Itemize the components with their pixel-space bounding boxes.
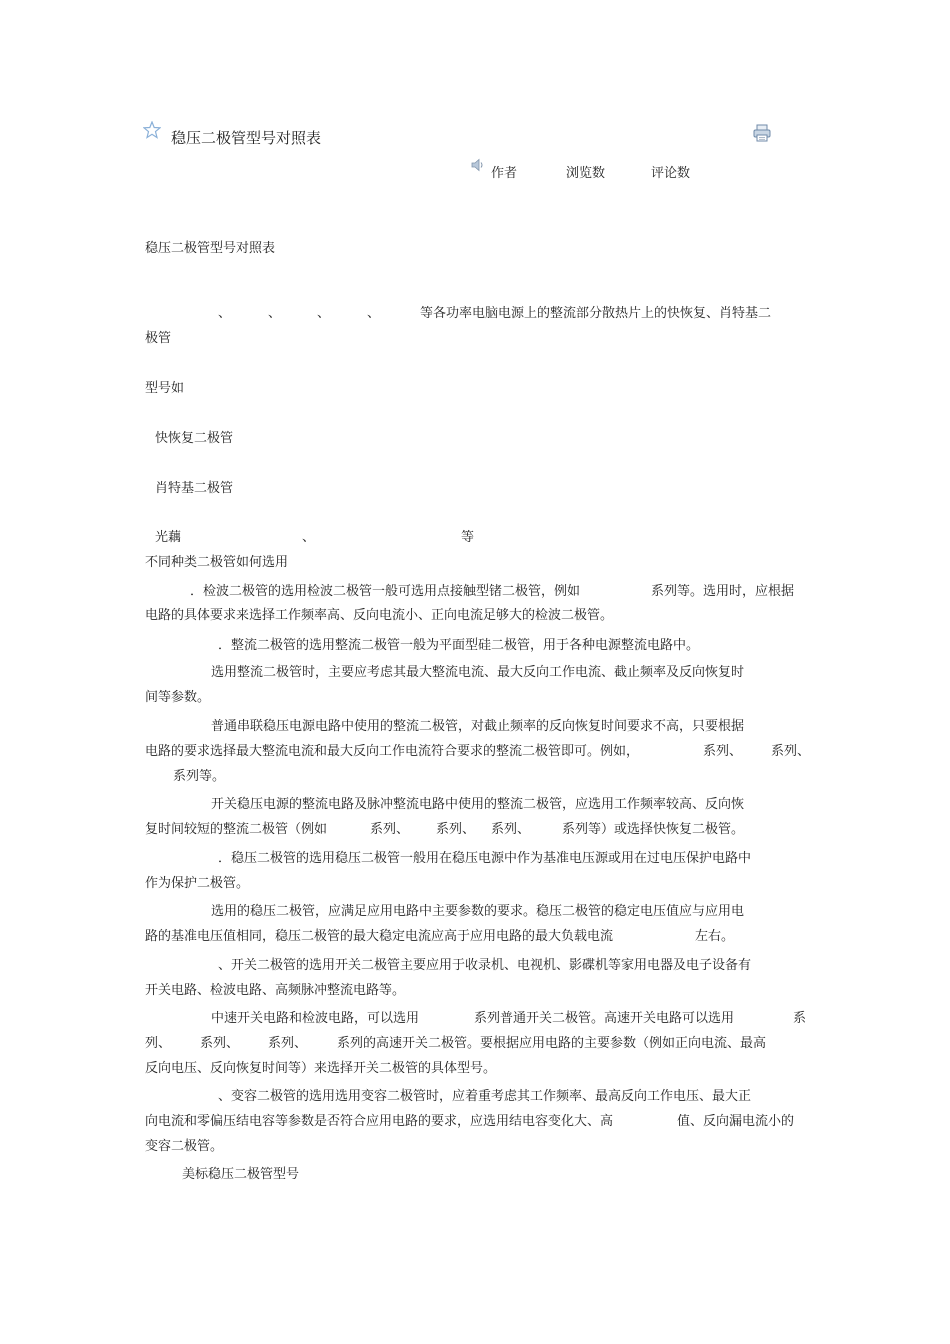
paragraph-text: 反向电压、反向恢复时间等）来选择开关二极管的具体型号。 (145, 1061, 497, 1076)
paragraph-text: ．稳压二极管的选用稳压二极管一般用在稳压电源中作为基准电压源或用在过电压保护电路中 (218, 851, 752, 866)
paragraph-text: 极管 (145, 331, 172, 346)
paragraph-text: 等各功率电脑电源上的整流部分散热片上的快恢复、肖特基二 (420, 306, 772, 321)
paragraph-text: 、开关二极管的选用开关二极管主要应用于收录机、电视机、影碟机等家用电器及电子设备有 (218, 958, 752, 973)
paragraph-text: 系列、 (268, 1036, 308, 1051)
paragraph-text: 电路的具体要求来选择工作频率高、反向电流小、正向电流足够大的检波二极管。 (145, 608, 614, 623)
paragraph-text: 系列、 (436, 822, 476, 837)
list-item: 快恢复二极管 (155, 431, 234, 446)
paragraph-text: 系列、 (771, 744, 811, 759)
separator: 、 (218, 306, 232, 321)
paragraph-text: 系列普通开关二极管。高速开关电路可以选用 (474, 1011, 735, 1026)
paragraph-text: 变容二极管。 (145, 1139, 224, 1154)
paragraph-text: 选用整流二极管时，主要应考虑其最大整流电流、最大反向工作电流、截止频率及反向恢复时 (211, 665, 745, 680)
page-title: 稳压二极管型号对照表 (171, 129, 322, 147)
paragraph-text: 开关电路、检波电路、高频脉冲整流电路等。 (145, 983, 406, 998)
paragraph-text: 列、 (145, 1036, 172, 1051)
paragraph-text: 等 (461, 530, 475, 545)
section-heading: 美标稳压二极管型号 (182, 1167, 300, 1182)
separator: 、 (268, 306, 282, 321)
article-heading: 稳压二极管型号对照表 (145, 241, 276, 256)
paragraph-text: 选用的稳压二极管，应满足应用电路中主要参数的要求。稳压二极管的稳定电压值应与应用电 (211, 904, 745, 919)
print-icon[interactable] (752, 123, 772, 143)
separator: 、 (367, 306, 381, 321)
speaker-icon (470, 157, 486, 173)
meta-author: 作者 (491, 166, 518, 181)
paragraph-text: 作为保护二极管。 (145, 876, 250, 891)
paragraph-text: 普通串联稳压电源电路中使用的整流二极管，对截止频率的反向恢复时间要求不高，只要根据 (211, 719, 745, 734)
paragraph-text: 型号如 (145, 381, 185, 396)
paragraph-text: 中速开关电路和检波电路，可以选用 (211, 1011, 420, 1026)
paragraph-text: 电路的要求选择最大整流电流和最大反向工作电流符合要求的整流二极管即可。例如， (145, 744, 640, 759)
paragraph-text: 系列的高速开关二极管。要根据应用电路的主要参数（例如正向电流、最高 (337, 1036, 767, 1051)
paragraph-text: 系列、 (703, 744, 743, 759)
star-icon (143, 121, 161, 139)
paragraph-text: 系列、 (491, 822, 531, 837)
paragraph-text: 开关稳压电源的整流电路及脉冲整流电路中使用的整流二极管，应选用工作频率较高、反向恢 (211, 797, 745, 812)
meta-views: 浏览数 (566, 166, 606, 181)
separator: 、 (302, 530, 316, 545)
meta-comments: 评论数 (651, 166, 691, 181)
paragraph-text: 路的基准电压值相同，稳压二极管的最大稳定电流应高于应用电路的最大负载电流 (145, 929, 614, 944)
section-heading: 不同种类二极管如何选用 (145, 555, 289, 570)
paragraph-text: 系列等）或选择快恢复二极管。 (562, 822, 745, 837)
paragraph-text: 复时间较短的整流二极管（例如 (145, 822, 328, 837)
list-item: 肖特基二极管 (155, 481, 234, 496)
list-item: 光藕 (155, 530, 182, 545)
paragraph-text: 系 (793, 1011, 807, 1026)
paragraph-text: 间等参数。 (145, 690, 211, 705)
paragraph-text: 系列等。 (173, 769, 226, 784)
paragraph-text: ．检波二极管的选用检波二极管一般可选用点接触型锗二极管，例如 (190, 584, 581, 599)
paragraph-text: ．整流二极管的选用整流二极管一般为平面型硅二极管，用于各种电源整流电路中。 (218, 638, 700, 653)
paragraph-text: 系列等。选用时，应根据 (651, 584, 795, 599)
separator: 、 (317, 306, 331, 321)
paragraph-text: 左右。 (695, 929, 735, 944)
paragraph-text: 、变容二极管的选用选用变容二极管时，应着重考虑其工作频率、最高反向工作电压、最大正 (218, 1089, 752, 1104)
paragraph-text: 向电流和零偏压结电容等参数是否符合应用电路的要求，应选用结电容变化大、高 (145, 1114, 614, 1129)
paragraph-text: 值、反向漏电流小的 (677, 1114, 795, 1129)
paragraph-text: 系列、 (370, 822, 410, 837)
paragraph-text: 系列、 (200, 1036, 240, 1051)
